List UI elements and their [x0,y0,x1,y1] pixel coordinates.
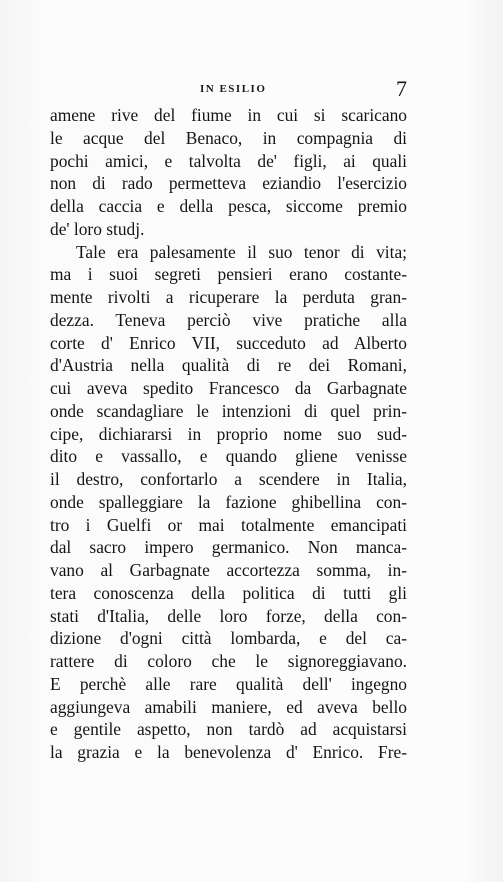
text-line: le acque del Benaco, in compagnia di [50,127,407,148]
text-line: dezza. Teneva perciò vive pratiche alla [50,309,407,330]
text-line: E perchè alle rare qualità dell' ingegno [50,673,407,694]
text-line: tera conoscenza della politica di tutti gli [50,582,407,603]
text-line: stati d'Italia, delle loro forze, della con- [50,605,407,626]
text-line: dito e vassallo, e quando gliene venisse [50,446,407,467]
text-line: non di rado permetteva eziandio l'esercizio [50,173,407,194]
text-line: onde scandagliare le intenzioni di quel prin- [50,400,407,421]
text-line: cui aveva spedito Francesco da Garbagnate [50,378,407,398]
text-line: pochi amici, e talvolta de' figli, ai quali [50,150,407,171]
text-line: ma i suoi segreti pensieri erano costante- [50,264,407,285]
text-line: la grazia e la benevolenza d' Enrico. Fre- [50,742,407,762]
text-line: cipe, dichiararsi in proprio nome suo sud- [50,423,407,444]
text-line: dal sacro impero germanico. Non manca- [50,537,407,558]
running-title: IN ESILIO [200,83,267,95]
text-line: d'Austria nella qualità di re dei Romani, [50,355,407,376]
page-header [50,78,407,104]
text-line: della caccia e della pesca, siccome premio [50,196,407,216]
text-line: vano al Garbagnate accortezza somma, in- [50,560,407,580]
text-line: Tale era palesamente il suo tenor di vita; [76,241,407,262]
text-line: corte d' Enrico VII, succeduto ad Alberto [50,332,407,353]
text-line: tro i Guelfi or mai totalmente emancipati [50,514,407,535]
text-line: aggiungeva amabili maniere, ed aveva bello [50,696,407,717]
text-line: dizione d'ogni città lombarda, e del ca- [50,628,407,649]
text-line: e gentile aspetto, non tardò ad acquistarsi [50,719,407,740]
text-line: amene rive del fiume in cui si scaricano [50,105,407,125]
page-number: 7 [396,76,407,101]
text-line: rattere di coloro che le signoreggiavano. [50,651,407,671]
text-line: il destro, confortarlo a scendere in Italia, [50,469,407,489]
text-line: de' loro studj. [50,218,145,239]
text-line: onde spalleggiare la fazione ghibellina con- [50,491,407,512]
text-line: mente rivolti a ricuperare la perduta gran- [50,287,407,307]
body-text [50,104,407,764]
